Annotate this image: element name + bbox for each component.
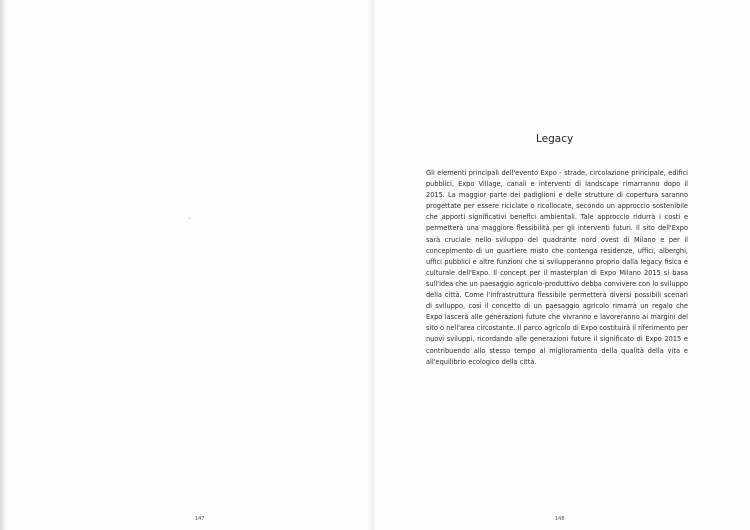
right-page [374, 0, 750, 530]
page-number-right: 148 [555, 516, 565, 522]
page-edge-shadow [0, 0, 6, 530]
section-title: Legacy [536, 133, 574, 145]
left-page [0, 0, 374, 530]
paper-speck [189, 218, 190, 219]
page-number-left: 147 [195, 516, 205, 522]
body-paragraph: Gli elementi principali dell'evento Expo - strade, circolazione principale, edifici pubblici, Expo Village, canali e interventi di landscape rimarranno dopo il 2015. La maggior parte dei padiglioni e delle strutture di copertura saranno progettate per essere riciclate o ricollocate, secondo un approccio sostenibile che apporti significativi benefici ambientali. Tale approccio ridurrà i costi e permetterà una maggiore flessibilità per gli interventi futuri. Il sito dell'Expo sarà cruciale nello sviluppo del quadrante nord ovest di Milano e per il concepimento di un quartiere misto che contenga residenze, uffici, alberghi, uffici pubblici e altre funzioni che si svilupperanno proprio dalla legacy fisica e culturale dell'Expo. Il concept per il masterplan di Expo Milano 2015 si basa sull'idea che un paesaggio agricolo-produttivo debba convivere con lo sviluppo della città. Come l'infrastruttura flessibile permetterà diversi possibili scenari di sviluppo, così il concetto di un paesaggio agricolo rimarrà un regalo che Expo lascerà alle generazioni future che vivranno e lavoreranno ai margini del sito o nell'area circostante. Il parco agricolo di Expo costituirà il riferimento per nuovi sviluppi, ricordando alle generazioni future il significato di Expo 2015 e contribuendo allo stesso tempo al miglioramento della qualità della vita e all'equilibrio ecologico della città. [426, 169, 688, 366]
